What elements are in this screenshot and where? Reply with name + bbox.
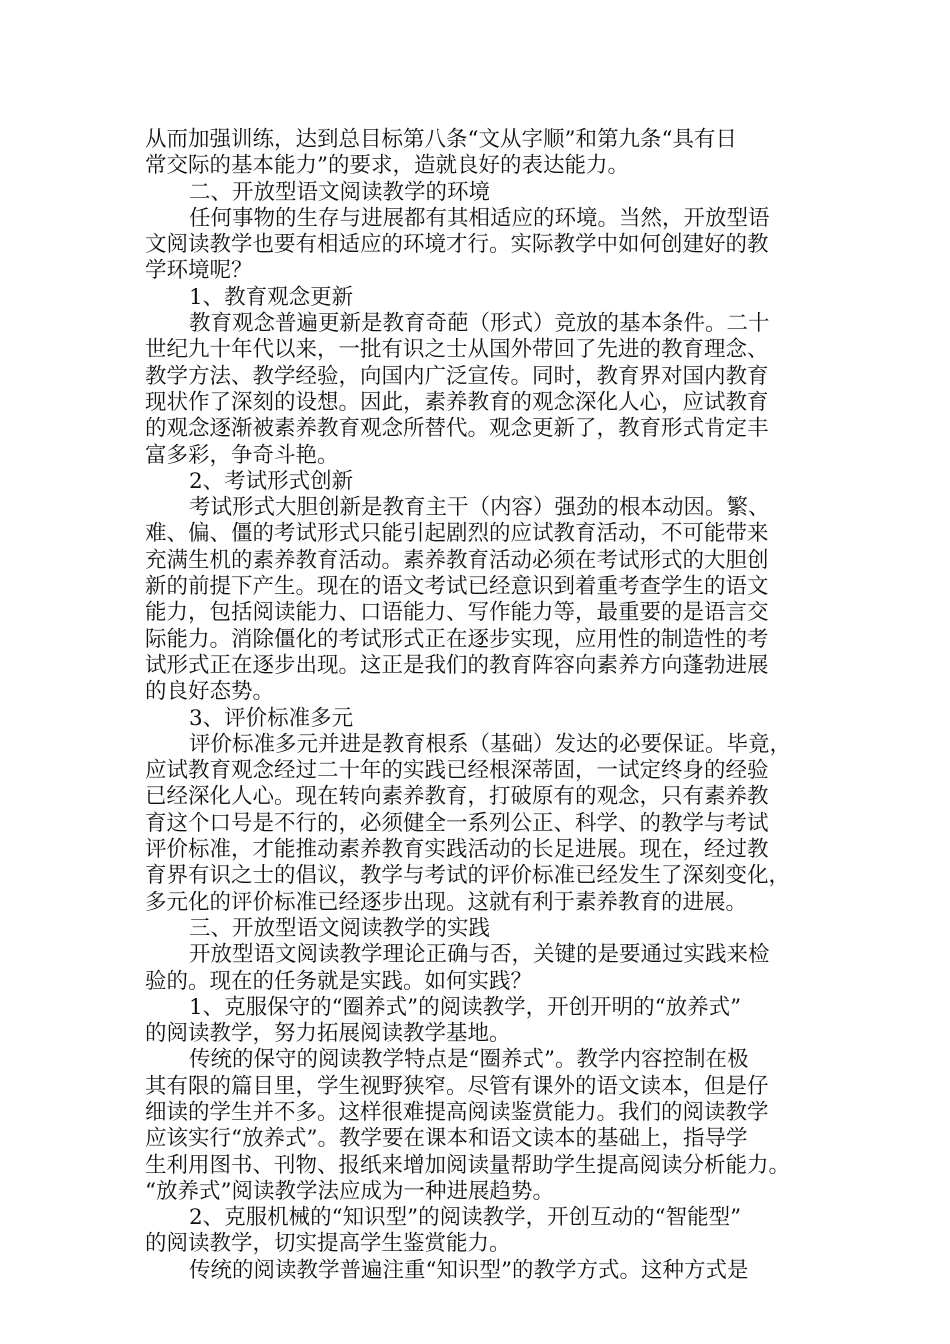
document-body: [145, 127, 805, 1284]
text-line: 常交际的基本能力”的要求，造就良好的表达能力。: [145, 153, 629, 179]
text-line: 充满生机的素养教育活动。素养教育活动必须在考试形式的大胆创: [145, 547, 769, 573]
text-line: 际能力。消除僵化的考试形式正在逐步实现，应用性的制造性的考: [145, 626, 769, 652]
text-line: 多元化的评价标准已经逐步出现。这就有利于素养教育的进展。: [145, 889, 748, 915]
text-line: 二、开放型语文阅读教学的环境: [189, 179, 491, 205]
text-line: 生利用图书、刊物、报纸来增加阅读量帮助学生提高阅读分析能力。: [145, 1152, 791, 1178]
text-line: 育这个口号是不行的，必须健全一系列公正、科学、的教学与考试: [145, 810, 769, 836]
text-line: 已经深化人心。现在转向素养教育，打破原有的观念，只有素养教: [145, 784, 769, 810]
text-line: 2、考试形式创新: [189, 468, 354, 494]
text-line: 细读的学生并不多。这样很难提高阅读鉴赏能力。我们的阅读教学: [145, 1099, 769, 1125]
text-line: 能力，包括阅读能力、口语能力、写作能力等，最重要的是语言交: [145, 600, 769, 626]
text-line: 评价标准多元并进是教育根系（基础）发达的必要保证。毕竟，: [189, 731, 792, 757]
text-line: 育界有识之士的倡议，教学与考试的评价标准已经发生了深刻变化，: [145, 863, 791, 889]
text-line: 2、克服机械的“知识型”的阅读教学，开创互动的“智能型”: [189, 1205, 742, 1231]
text-line: 验的。现在的任务就是实践。如何实践？: [145, 968, 533, 994]
text-line: 的良好态势。: [145, 679, 275, 705]
text-line: 评价标准，才能推动素养教育实践活动的长足进展。现在，经过教: [145, 837, 769, 863]
text-line: 1、克服保守的“圈养式”的阅读教学，开创开明的“放养式”: [189, 994, 742, 1020]
text-line: 试形式正在逐步出现。这正是我们的教育阵容向素养方向蓬勃进展: [145, 652, 769, 678]
text-line: 世纪九十年代以来，一批有识之士从国外带回了先进的教育理念、: [145, 337, 769, 363]
text-line: 传统的阅读教学普遍注重“知识型”的教学方式。这种方式是: [189, 1257, 749, 1283]
text-line: 从而加强训练，达到总目标第八条“文从字顺”和第九条“具有日: [145, 127, 737, 152]
text-line: 的观念逐渐被素养教育观念所替代。观念更新了，教育形式肯定丰: [145, 416, 769, 442]
text-line: 难、偏、僵的考试形式只能引起剧烈的应试教育活动，不可能带来: [145, 521, 769, 547]
text-line: 应该实行“放养式”。教学要在课本和语文读本的基础上，指导学: [145, 1126, 748, 1152]
text-line: 任何事物的生存与进展都有其相适应的环境。当然，开放型语: [189, 205, 770, 231]
text-line: 三、开放型语文阅读教学的实践: [189, 915, 491, 941]
text-line: “放养式”阅读教学法应成为一种进展趋势。: [145, 1178, 554, 1204]
text-line: 其有限的篇目里，学生视野狭窄。尽管有课外的语文读本，但是仔: [145, 1073, 769, 1099]
text-line: 现状作了深刻的设想。因此，素养教育的观念深化人心，应试教育: [145, 389, 769, 415]
text-line: 新的前提下产生。现在的语文考试已经意识到着重考查学生的语文: [145, 574, 769, 600]
text-line: 富多彩，争奇斗艳。: [145, 442, 339, 468]
text-line: 的阅读教学，努力拓展阅读教学基地。: [145, 1021, 511, 1047]
text-line: 文阅读教学也要有相适应的环境才行。实际教学中如何创建好的教: [145, 232, 769, 258]
text-line: 3、评价标准多元: [189, 705, 354, 731]
text-line: 开放型语文阅读教学理论正确与否，关键的是要通过实践来检: [189, 942, 770, 968]
text-line: 教学方法、教学经验，向国内广泛宣传。同时，教育界对国内教育: [145, 363, 769, 389]
text-line: 学环境呢？: [145, 258, 253, 284]
text-line: 1、教育观念更新: [189, 284, 354, 310]
text-line: 传统的保守的阅读教学特点是“圈养式”。教学内容控制在极: [189, 1047, 749, 1073]
text-line: 教育观念普遍更新是教育奇葩（形式）竞放的基本条件。二十: [189, 311, 770, 337]
text-line: 考试形式大胆创新是教育主干（内容）强劲的根本动因。繁、: [189, 495, 770, 521]
text-line: 应试教育观念经过二十年的实践已经根深蒂固，一试定终身的经验: [145, 758, 769, 784]
text-line: 的阅读教学，切实提高学生鉴赏能力。: [145, 1231, 511, 1257]
